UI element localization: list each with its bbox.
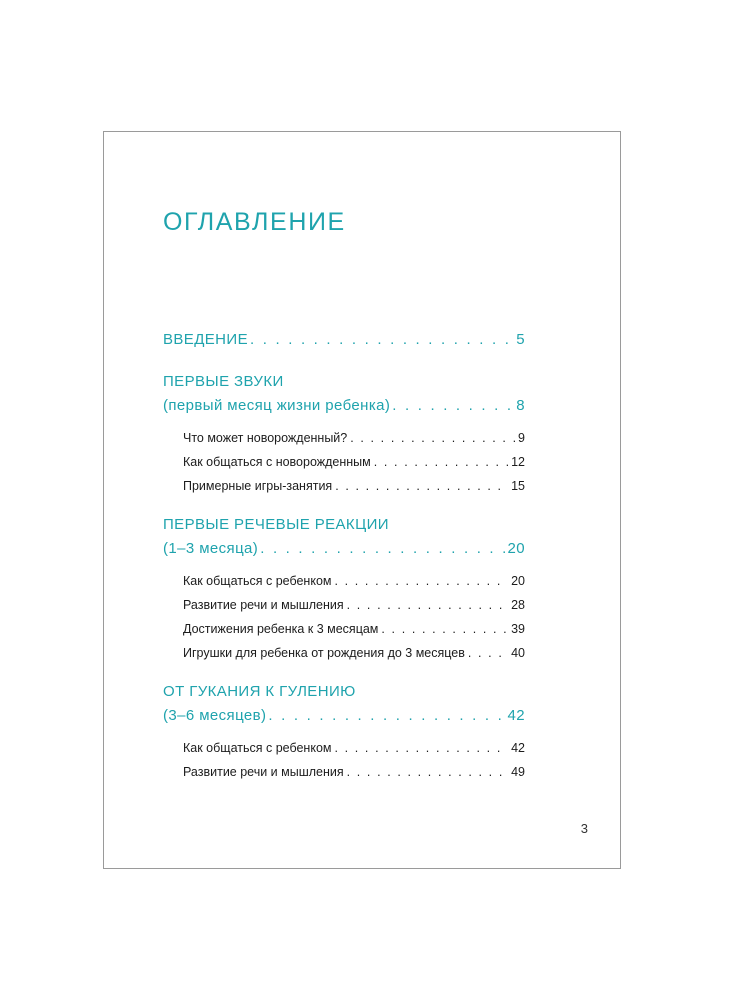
- page-number: 3: [580, 821, 588, 836]
- toc-entry-page: 8: [516, 397, 525, 414]
- toc-subentry-label: Развитие речи и мышления: [183, 765, 344, 779]
- toc-subentry-page: 39: [511, 622, 525, 636]
- dot-leader: [335, 479, 508, 493]
- chapter-heading-1: ПЕРВЫЕ ЗВУКИ: [163, 373, 284, 390]
- book-page: [103, 131, 621, 869]
- toc-subentry[interactable]: [183, 479, 525, 493]
- toc-entry-page: 5: [516, 331, 525, 348]
- toc-entry-chapter-2[interactable]: [163, 540, 525, 557]
- toc-subentry[interactable]: [183, 455, 525, 469]
- toc-subentry-page: 20: [511, 574, 525, 588]
- toc-subentry-label: Что может новорожденный?: [183, 431, 348, 445]
- chapter-heading-2: ПЕРВЫЕ РЕЧЕВЫЕ РЕАКЦИИ: [163, 516, 389, 533]
- dot-leader: [335, 741, 509, 755]
- toc-title: ОГЛАВЛЕНИЕ: [163, 208, 346, 236]
- toc-subentry-page: 40: [511, 646, 525, 660]
- toc-subentry-page: 12: [511, 455, 525, 469]
- toc-subentry-label: Игрушки для ребенка от рождения до 3 месяцев: [183, 646, 465, 660]
- toc-subentry-label: Примерные игры-занятия: [183, 479, 333, 493]
- toc-subentry[interactable]: [183, 431, 525, 445]
- chapter-heading-3: ОТ ГУКАНИЯ К ГУЛЕНИЮ: [163, 683, 356, 700]
- toc-subentry-label: Как общаться с ребенком: [183, 741, 332, 755]
- dot-leader: [268, 707, 505, 724]
- toc-subentry-label: Достижения ребенка к 3 месяцам: [183, 622, 379, 636]
- dot-leader: [392, 397, 514, 414]
- dot-leader: [347, 598, 508, 612]
- dot-leader: [468, 646, 508, 660]
- toc-subentry[interactable]: [183, 622, 525, 636]
- dot-leader: [347, 765, 508, 779]
- dot-leader: [350, 431, 515, 445]
- toc-entry-label: (1–3 месяца): [163, 540, 259, 557]
- dot-leader: [250, 331, 514, 348]
- toc-subentry-page: 15: [511, 479, 525, 493]
- toc-subentry[interactable]: [183, 598, 525, 612]
- toc-subentry-label: Развитие речи и мышления: [183, 598, 344, 612]
- dot-leader: [374, 455, 508, 469]
- toc-entry-label: (3–6 месяцев): [163, 707, 267, 724]
- toc-subentry-page: 28: [511, 598, 525, 612]
- toc-entry-label: ВВЕДЕНИЕ: [163, 331, 248, 348]
- toc-entry-page: 20: [507, 540, 525, 557]
- toc-entry-chapter-1[interactable]: [163, 397, 525, 414]
- toc-subentry-page: 42: [511, 741, 525, 755]
- toc-subentry[interactable]: [183, 741, 525, 755]
- toc-subentry-label: Как общаться с ребенком: [183, 574, 332, 588]
- toc-entry-page: 42: [507, 707, 525, 724]
- dot-leader: [260, 540, 505, 557]
- dot-leader: [381, 622, 508, 636]
- toc-entry-intro[interactable]: [163, 331, 525, 348]
- toc-subentry[interactable]: [183, 574, 525, 588]
- toc-subentry[interactable]: [183, 646, 525, 660]
- toc-subentry-label: Как общаться с новорожденным: [183, 455, 371, 469]
- toc-subentry-page: 49: [511, 765, 525, 779]
- dot-leader: [335, 574, 509, 588]
- toc-entry-chapter-3[interactable]: [163, 707, 525, 724]
- toc-subentry-page: 9: [518, 431, 525, 445]
- toc-entry-label: (первый месяц жизни ребенка): [163, 397, 391, 414]
- toc-subentry[interactable]: [183, 765, 525, 779]
